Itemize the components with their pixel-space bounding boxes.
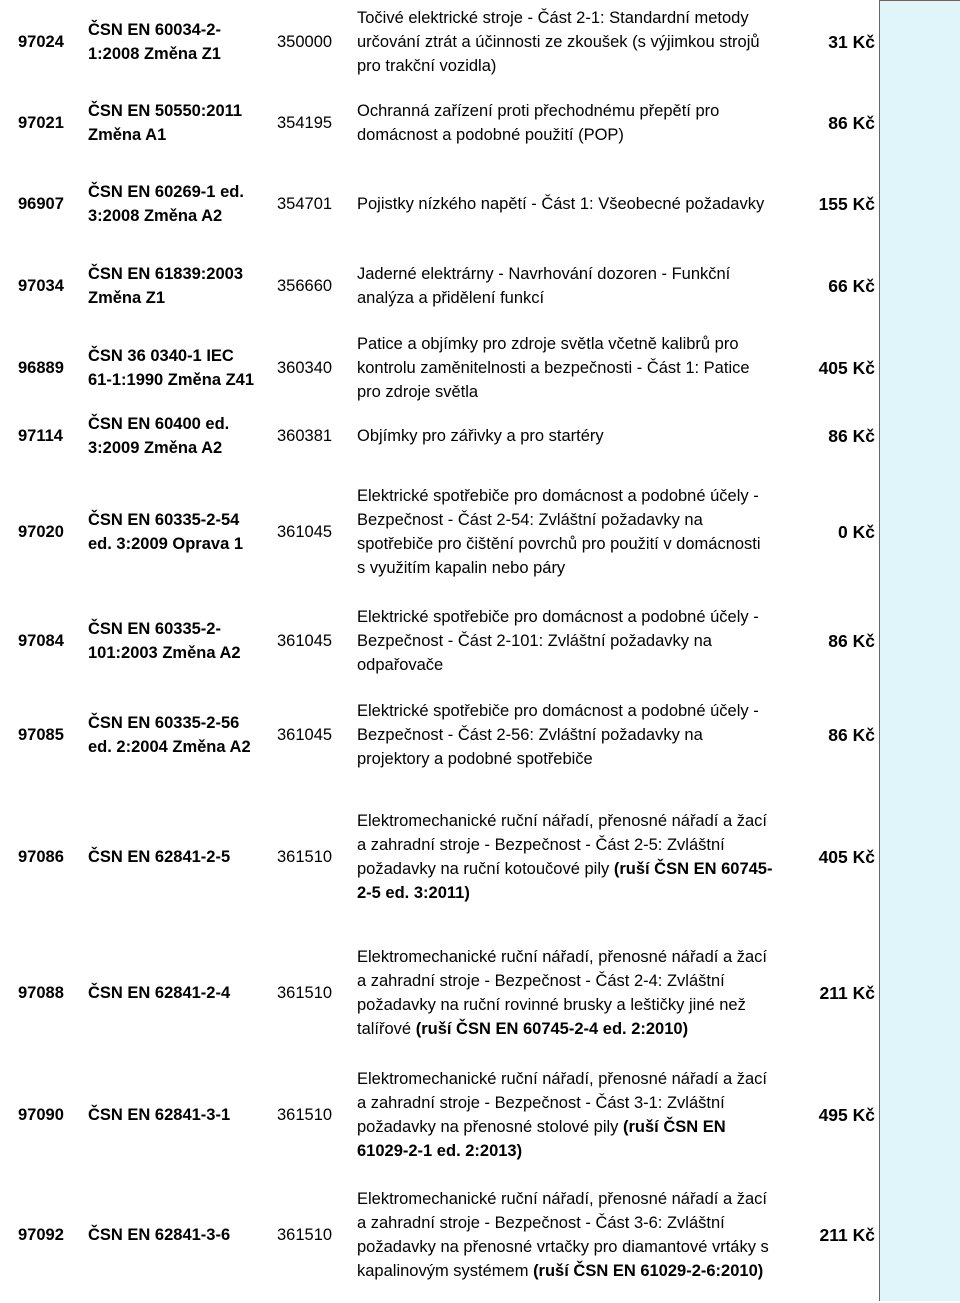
standard-title <box>349 789 779 925</box>
price: 405 Kč <box>818 846 875 867</box>
order-quantity-cell[interactable] <box>880 327 960 409</box>
order-quantity-cell[interactable] <box>880 600 960 682</box>
standard-title <box>349 464 779 600</box>
title-note: (ruší ČSN EN 61029-2-6:2010) <box>533 1261 764 1280</box>
standard-designation: ČSN EN 50550:2011 Změna A1 <box>88 102 243 144</box>
title-text: Elektromechanické ruční nářadí, přenosné nářadí a žací a zahradní stroje - Bezpečnost - Část 3-6: Zvláštní požadavky na přenosné vrtačky pro diamantové vrtáky s kapalinovým systémem <box>357 1189 769 1280</box>
order-quantity-cell[interactable] <box>880 1061 960 1169</box>
catalog-number: 96889 <box>18 358 64 377</box>
price: 405 Kč <box>818 357 875 378</box>
order-quantity-cell[interactable] <box>880 164 960 245</box>
standard-title <box>349 1169 779 1301</box>
classification-code: 361045 <box>277 726 333 744</box>
order-quantity-cell[interactable] <box>880 1 960 83</box>
title-text: Patice a objímky pro zdroje světla včetně kalibrů pro kontrolu zaměnitelnosti a bezpečnosti - Část 1: Patice pro zdroje světla <box>357 334 750 401</box>
classification-code: 361510 <box>277 983 333 1002</box>
price: 495 Kč <box>818 1104 875 1125</box>
title-text: Pojistky nízkého napětí - Část 1: Všeobecné požadavky <box>357 195 765 213</box>
price: 155 Kč <box>818 194 875 214</box>
standard-title <box>349 245 779 327</box>
price: 0 Kč <box>838 521 875 542</box>
classification-code: 360381 <box>277 427 333 445</box>
standard-designation: ČSN EN 60335-2-101:2003 Změna A2 <box>88 619 241 662</box>
order-quantity-cell[interactable] <box>880 682 960 789</box>
table-row <box>0 789 960 925</box>
price: 211 Kč <box>819 1224 875 1245</box>
catalog-number: 97090 <box>18 1105 64 1124</box>
catalog-number: 97088 <box>18 983 64 1002</box>
classification-code: 361510 <box>277 1225 333 1244</box>
price: 86 Kč <box>828 426 875 446</box>
standard-title <box>349 682 779 789</box>
title-text: Jaderné elektrárny - Navrhování dozoren - Funkční analýza a přidělení funkcí <box>357 264 731 307</box>
standard-designation: ČSN EN 62841-3-6 <box>88 1225 231 1244</box>
price: 86 Kč <box>828 725 875 745</box>
standard-title <box>349 925 779 1061</box>
title-text: Elektromechanické ruční nářadí, přenosné nářadí a žací a zahradní stroje - Bezpečnost - Část 2-4: Zvláštní požadavky na ruční rovinné brusky a leštičky jiné než talířové <box>357 947 767 1038</box>
standard-designation: ČSN EN 61839:2003 Změna Z1 <box>88 264 244 307</box>
standard-title <box>349 83 779 164</box>
catalog-number: 97085 <box>18 726 64 744</box>
order-quantity-cell[interactable] <box>880 925 960 1061</box>
table-row <box>0 327 960 409</box>
catalog-number: 97092 <box>18 1225 64 1244</box>
title-text: Elektrické spotřebiče pro domácnost a podobné účely - Bezpečnost - Část 2-101: Zvláštní požadavky na odpařovače <box>357 607 759 674</box>
standard-title <box>349 409 779 464</box>
table-row <box>0 245 960 327</box>
standard-designation: ČSN EN 60269-1 ed. 3:2008 Změna A2 <box>88 183 244 225</box>
classification-code: 361510 <box>277 847 333 866</box>
standard-designation: ČSN EN 62841-3-1 <box>88 1105 231 1124</box>
title-text: Elektrické spotřebiče pro domácnost a podobné účely - Bezpečnost - Část 2-54: Zvláštní požadavky na spotřebiče pro čištění povrchů pro použití v domácnosti s využitím kapalin nebo páry <box>357 486 761 577</box>
order-quantity-cell[interactable] <box>880 409 960 464</box>
order-quantity-cell[interactable] <box>880 83 960 164</box>
price: 211 Kč <box>819 982 875 1003</box>
catalog-number: 97020 <box>18 522 64 541</box>
catalog-number: 97021 <box>18 114 64 132</box>
table-row <box>0 164 960 245</box>
classification-code: 354195 <box>277 114 333 132</box>
price: 86 Kč <box>828 630 875 651</box>
title-text: Objímky pro zářivky a pro startéry <box>357 427 604 445</box>
title-text: Elektromechanické ruční nářadí, přenosné nářadí a žací a zahradní stroje - Bezpečnost - Část 2-5: Zvláštní požadavky na ruční kotoučové pily <box>357 811 767 878</box>
order-quantity-cell[interactable] <box>880 464 960 600</box>
order-quantity-cell[interactable] <box>880 1169 960 1301</box>
standard-designation: ČSN EN 62841-2-5 <box>88 847 231 866</box>
table-row <box>0 1169 960 1301</box>
standard-designation: ČSN EN 60335-2-56 ed. 2:2004 Změna A2 <box>88 714 251 756</box>
classification-code: 354701 <box>277 195 333 213</box>
standard-designation: ČSN EN 60400 ed. 3:2009 Změna A2 <box>88 415 230 457</box>
title-note: (ruší ČSN EN 60745-2-4 ed. 2:2010) <box>415 1019 689 1038</box>
classification-code: 360340 <box>277 358 333 377</box>
catalog-number: 97024 <box>18 32 64 51</box>
title-text: Elektromechanické ruční nářadí, přenosné nářadí a žací a zahradní stroje - Bezpečnost - Část 3-1: Zvláštní požadavky na přenosné stolové pily <box>357 1069 767 1136</box>
title-text: Ochranná zařízení proti přechodnému přepětí pro domácnost a podobné použití (POP) <box>357 102 720 144</box>
table-row <box>0 83 960 164</box>
standard-title <box>349 1 779 83</box>
title-note: (ruší ČSN EN 61029-2-1 ed. 2:2013) <box>357 1117 726 1160</box>
standard-designation: ČSN EN 60034-2-1:2008 Změna Z1 <box>88 20 221 63</box>
standard-designation: ČSN EN 62841-2-4 <box>88 983 231 1002</box>
title-text: Elektrické spotřebiče pro domácnost a podobné účely - Bezpečnost - Část 2-56: Zvláštní požadavky na projektory a podobné spotřebiče <box>357 702 759 768</box>
table-row <box>0 600 960 682</box>
standard-title <box>349 327 779 409</box>
order-quantity-cell[interactable] <box>880 245 960 327</box>
standard-title <box>349 1061 779 1169</box>
catalog-number: 97086 <box>18 847 64 866</box>
table-row <box>0 682 960 789</box>
table-row <box>0 464 960 600</box>
order-quantity-cell[interactable] <box>880 789 960 925</box>
catalog-number: 97114 <box>18 427 63 445</box>
classification-code: 361045 <box>277 631 333 650</box>
table-row <box>0 409 960 464</box>
classification-code: 361510 <box>277 1105 333 1124</box>
table-row <box>0 925 960 1061</box>
price: 86 Kč <box>828 113 875 133</box>
price: 31 Kč <box>828 31 875 52</box>
standard-designation: ČSN 36 0340-1 IEC 61-1:1990 Změna Z41 <box>88 346 255 389</box>
title-note: (ruší ČSN EN 60745-2-5 ed. 3:2011) <box>357 859 773 902</box>
price: 66 Kč <box>828 275 875 296</box>
table-row <box>0 1061 960 1169</box>
standard-designation: ČSN EN 60335-2-54 ed. 3:2009 Oprava 1 <box>88 510 244 553</box>
standard-title <box>349 164 779 245</box>
standard-title <box>349 600 779 682</box>
classification-code: 350000 <box>277 32 333 51</box>
catalog-number: 96907 <box>18 195 64 213</box>
table-row <box>0 1 960 83</box>
classification-code: 356660 <box>277 276 333 295</box>
title-text: Točivé elektrické stroje - Část 2-1: Standardní metody určování ztrát a účinnosti ze zkoušek (s výjimkou strojů pro trakční vozidla) <box>357 8 760 75</box>
catalog-number: 97034 <box>18 276 64 295</box>
catalog-number: 97084 <box>18 631 64 650</box>
classification-code: 361045 <box>277 522 333 541</box>
